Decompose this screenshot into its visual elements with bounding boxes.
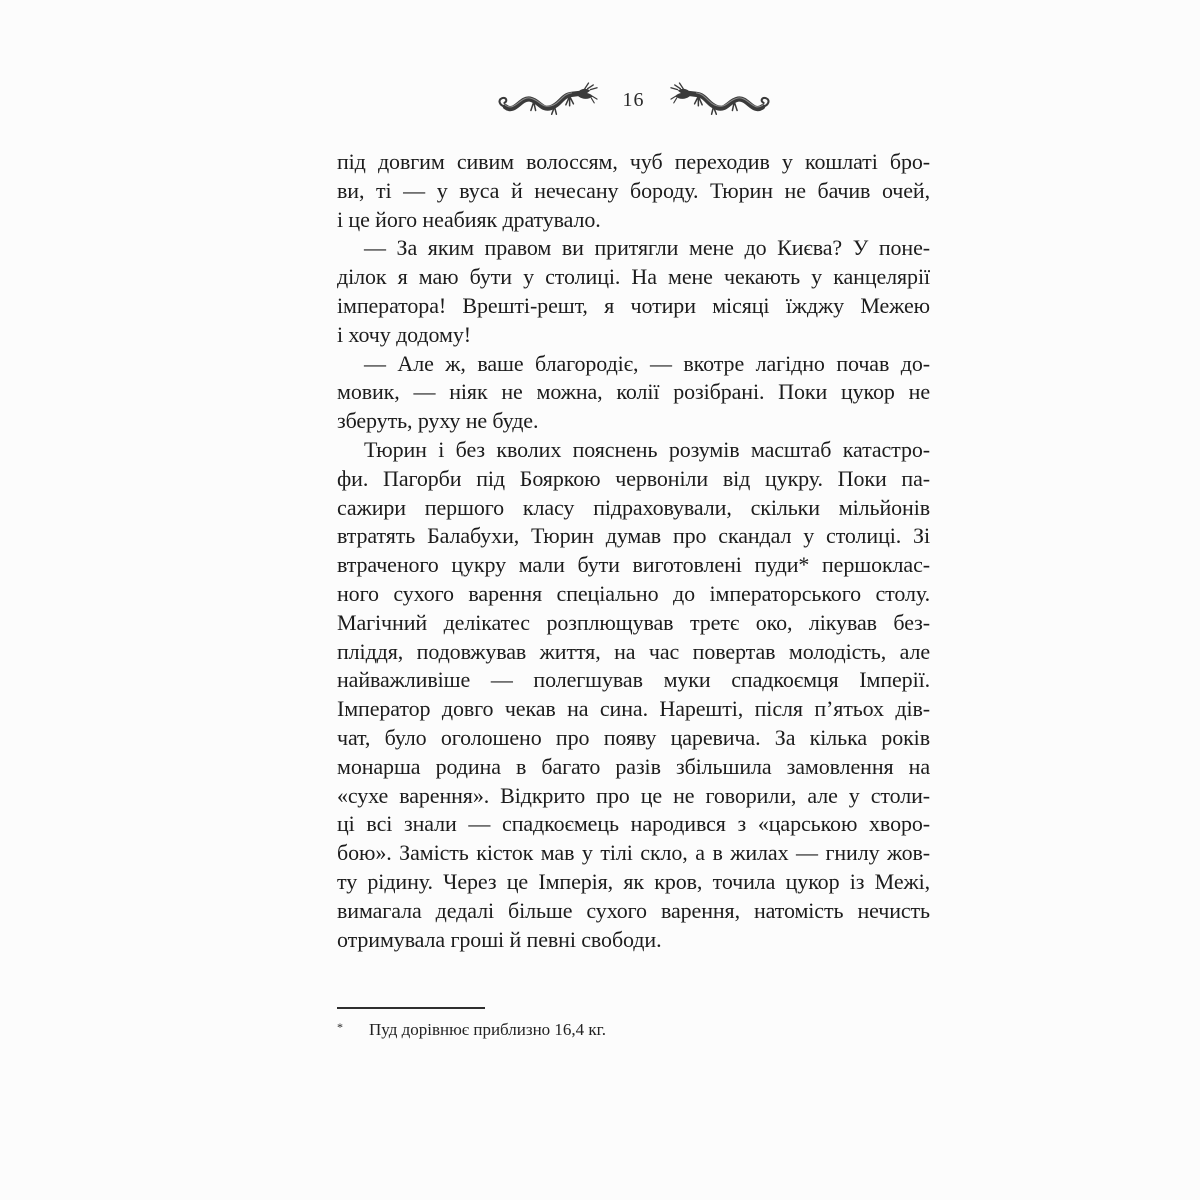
text-line: отримувала гроші й певні свободи.: [337, 926, 662, 952]
text-line: мовик, — ніяк не можна, колії розібрані. Поки цукор не: [337, 379, 930, 405]
dragon-ornament-left-icon: [494, 82, 598, 120]
text-line: — Але ж, ваше благородіє, — вкотре лагідно почав до-: [364, 350, 930, 376]
text-line: сажири першого класу підраховували, скільки мільйонів: [337, 494, 930, 520]
text-line: втратять Балабухи, Тюрин думав про скандал у столиці. Зі: [337, 523, 930, 549]
paragraph: [337, 148, 930, 234]
paragraph: [337, 436, 930, 954]
text-line: втраченого цукру мали бути виготовлені пуди* першоклас-: [337, 552, 930, 578]
text-line: — За яким правом ви притягли мене до Києва? У поне-: [364, 235, 930, 261]
text-line: ви, ті — у вуса й нечесану бороду. Тюрин не бачив очей,: [337, 177, 930, 203]
footnote-separator: [337, 1007, 485, 1009]
text-line: вимагала дедалі більше сухого варення, натомість нечисть: [337, 897, 930, 923]
text-line: Тюрин і без кволих пояснень розумів масштаб катастро-: [364, 436, 930, 462]
text-line: найважливіше — полегшував муки спадкоємця Імперії.: [337, 667, 930, 693]
text-line: бою». Замість кісток мав у тілі скло, а в жилах — гнилу жов-: [337, 840, 930, 866]
text-line: ці всі знали — спадкоємець народився з «царською хворо-: [337, 811, 930, 837]
footnote: [337, 1019, 930, 1040]
text-line: «сухе варення». Відкрито про це не говорили, але у столи-: [337, 782, 930, 808]
text-line: чат, було оголошено про появу царевича. За кілька років: [337, 724, 930, 750]
text-line: фи. Пагорби під Бояркою червоніли від цукру. Поки па-: [337, 465, 930, 491]
text-line: зберуть, руху не буде.: [337, 408, 539, 434]
text-column: [337, 0, 930, 1200]
body-text: [337, 148, 930, 954]
text-line: ту рідину. Через це Імперія, як кров, точила цукор із Межі,: [337, 868, 930, 894]
text-line: під довгим сивим волоссям, чуб переходив у кошлаті бро-: [337, 149, 930, 174]
text-line: Магічний делікатес розплющував третє око, лікував без-: [337, 609, 930, 635]
text-line: і це його неабияк дратувало.: [337, 206, 601, 232]
dragon-ornament-right-icon: [670, 82, 774, 120]
text-line: монарша родина в багато разів збільшила замовлення на: [337, 753, 930, 779]
text-line: ного сухого варення спеціально до імператорського столу.: [337, 580, 930, 606]
text-line: і хочу додому!: [337, 321, 471, 347]
page-number: 16: [622, 89, 645, 111]
text-line: пліддя, подовжував життя, на час повертав молодість, але: [337, 638, 930, 664]
footnote-marker: *: [337, 1020, 343, 1034]
footnote-text: Пуд дорівнює приблизно 16,4 кг.: [369, 1020, 606, 1039]
paragraph: [337, 234, 930, 349]
text-line: імператора! Врешті-решт, я чотири місяці їжджу Межею: [337, 292, 930, 318]
paragraph: [337, 350, 930, 436]
page-header: [337, 82, 930, 120]
text-line: ділок я маю бути у столиці. На мене чекають у канцелярії: [337, 264, 930, 290]
text-line: Імператор довго чекав на сина. Нарешті, після п’ятьох дів-: [337, 696, 930, 722]
